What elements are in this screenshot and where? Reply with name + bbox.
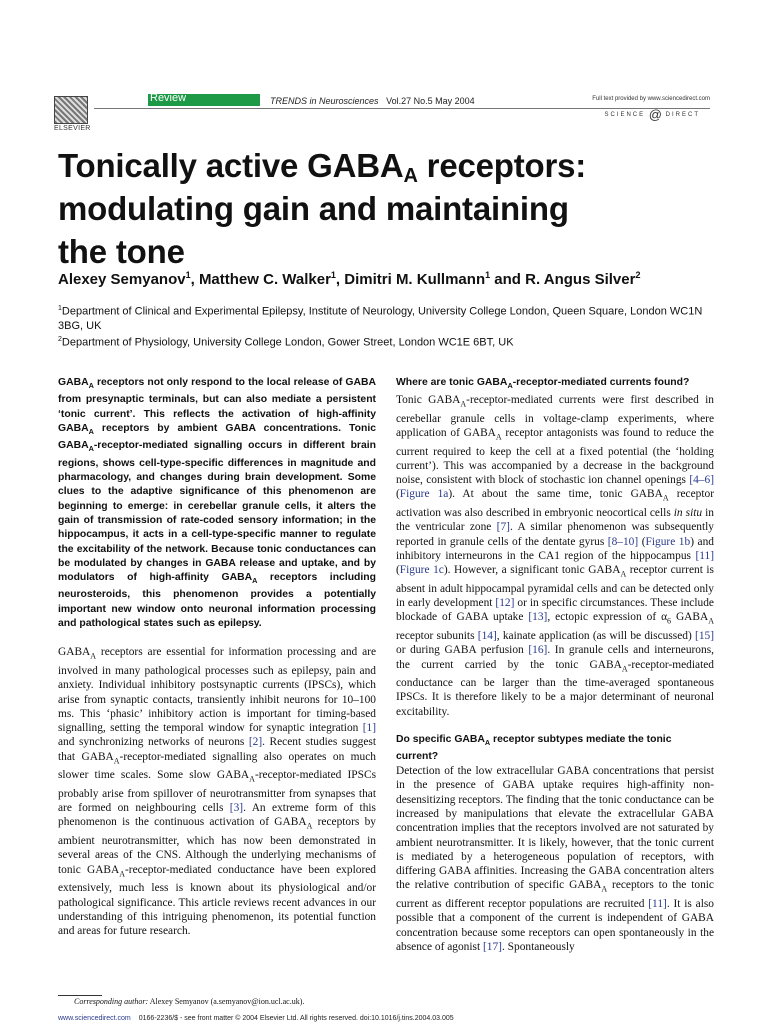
citation-link[interactable]: [11] [695, 549, 714, 562]
intro-paragraph: $GABA_A$ receptors are essential for information processing and are involved in many pathological processes such as epilepsy, pain and anxiety. Individual inhibitory postsynaptic currents (IPSCs), which arise from synaptic contacts, transiently inhibit neurons for 10–100 ms. This ‘phasic’ inhibitory action is important for timing-based signalling, setting the temporal window for synaptic integration [1] and synchronizing networks of neurons [2]. Recent studies suggest that $GABA_A-receptor$-mediated signalling also operates on much slower time scales. Some slow $GABA_A-receptor$-mediated IPSCs probably arise from spillover of neurotransmitter from synapses that are formed on neighbouring cells [3]. An extreme form of this phenomenon is the continuous activation of $GABA_A$ receptors by ambient neurotransmitter, which has now been demonstrated in several areas of the CNS. Although the underlying mechanisms of tonic $GABA_A-receptor$-mediated conductance have been explored extensively, much less is known about its physiological and/or pathological significance. This article reviews recent advances in our understanding of this intriguing phenomenon, its potential function and areas for future research. [58, 646, 376, 938]
article-title: Tonically active $GABA_A$ receptors: modulating gain and maintaining the tone [58, 147, 587, 270]
left-column [58, 376, 376, 938]
citation-link[interactable]: [4–6] [689, 474, 714, 487]
section-heading-tonic-currents: Where are tonic $GABA_A-receptor$-mediated currents found? [396, 377, 690, 391]
author-name: Alexey Semyanov [58, 271, 186, 288]
citation-link[interactable]: [7] [496, 521, 510, 534]
provided-by-note: Full text provided by www.sciencedirect.com [592, 96, 710, 102]
author-list: Alexey Semyanov$^1$, Matthew C. Walker$^1$, Dimitri M. Kullmann$^1$ and R. Angus Silver$^2$ [58, 270, 641, 288]
author-name: Dimitri M. Kullmann [344, 271, 486, 288]
figure-link[interactable]: Figure 1b [645, 535, 691, 548]
corresponding-author-note: Corresponding author: Alexey Semyanov (a.semyanov@ion.ucl.ac.uk). [74, 997, 305, 1006]
affiliations [58, 302, 718, 349]
section1-paragraph: Tonic $GABA_A-receptor$-mediated currents were first described in cerebellar granule cells in voltage-clamp experiments, where application of $GABA_A$ receptor antagonists was found to reduce the current required to keep the cell at a fixed potential (the ‘holding current’). This was accompanied by a decrease in the background noise, consistent with block of stochastic ion channel openings [4–6] (Figure 1a). At about the same time, tonic $GABA_A$ receptor activation was also described in embryonic neocortical cells in situ in the ventricular zone [7]. A similar phenomenon was subsequently reported in granule cells of the dentate gyrus [8–10] (Figure 1b) and inhibitory interneurons in the CA1 region of the hippocampus [11] (Figure 1c). However, a significant tonic $GABA_A$ receptor current is absent in adult hippocampal pyramidal cells and can be detected only in early development [12] or in specific circumstances. These include blockade of GABA uptake [13], ectopic expression of $\alpha_6$ $GABA_A$ receptor subunits [14], kainate application (as will be discussed) [15] or during GABA perfusion [16]. In granule cells and interneurons, the current carried by the tonic $GABA_A-receptor$-mediated conductance can be larger than the time-averaged spontaneous IPSCs. It is therefore likely to be a major determinant of neuronal excitability. [396, 394, 715, 718]
page-footer [58, 1015, 454, 1022]
right-column [396, 376, 714, 954]
sd-left-word: SCIENCE [604, 112, 646, 119]
section2-paragraph: Detection of the low extracellular GABA concentrations that persist in the presence of GABA uptake requires high-affinity non-desensitizing receptors. The finding that the tonic conductance can be increased by manipulations that elevate the extracellular GABA concentration implies that the receptors involved are not saturated by ambient neurotransmitter. It is likely, however, that the tonic current is mediated by a heterogeneous population of receptors, with differing GABA affinities. Increasing the GABA concentration alters the relative contribution of specific $GABA_A$ receptors to the tonic current as different receptor populations are recruited [11]. It is also possible that a component of the current is independent of GABA concentration because some receptors can open spontaneously in the absence of agonist [17]. Spontaneously [396, 765, 714, 953]
citation-link[interactable]: [13] [528, 611, 548, 624]
citation-link[interactable]: [11] [648, 898, 667, 911]
copyright-doi: 0166-2236/$ - see front matter © 2004 Elsevier Ltd. All rights reserved. doi:10.1016/j.tins.2004.03.005 [138, 1015, 454, 1022]
citation-link[interactable]: [16] [528, 644, 548, 657]
sciencedirect-logo [604, 107, 700, 122]
affiliation-item: $^1$Department of Clinical and Experimental Epilepsy, Institute of Neurology, University College London, Queen Square, London WC1N 3BG, UK [58, 305, 703, 332]
author-name: R. Angus Silver [525, 271, 636, 288]
citation-link[interactable]: [17] [482, 940, 502, 953]
citation-link[interactable]: [15] [695, 629, 715, 642]
sd-right-word: DIRECT [665, 112, 700, 119]
figure-link[interactable]: Figure 1c [399, 564, 444, 577]
journal-volume: Vol.27 No.5 May 2004 [386, 96, 475, 106]
citation-link[interactable]: [3] [229, 802, 244, 815]
section-heading-receptor-subtypes: Do specific $GABA_A$ receptor subtypes mediate the tonic current? [396, 734, 672, 763]
citation-link[interactable]: [1] [362, 722, 376, 735]
elsevier-logo [54, 96, 91, 134]
abstract: $GABA_A$ receptors not only respond to the local release of GABA from presynaptic terminals, but can also mediate a persistent ‘tonic current’. This reflects the activation of high-affinity $GABA_A$ receptors by ambient GABA concentrations. Tonic $GABA_A-receptor$-mediated signalling occurs in different brain regions, shows cell-type-specific differences in magnitude and pharmacology, and changes during brain development. Some clues to the adaptive significance of this phenomenon are beginning to emerge: in cerebellar granule cells, it alters the gain of transmission of rate-coded sensory information; in the hippocampus, it acts in a cell-type-specific manner to regulate the excitability of the network. Because tonic conductances can be modulated by changes in GABA release and uptake, and by modulators of high-affinity $GABA_A$ receptors including neurosteroids, this phenomenon provides a potentially important new window onto neuronal information processing and pathological states such as epilepsy. [58, 377, 376, 630]
footnote-divider [58, 995, 102, 996]
citation-link[interactable]: [14] [477, 629, 497, 642]
elsevier-tree-icon [54, 96, 88, 124]
journal-name: TRENDS in Neurosciences [270, 96, 379, 106]
sd-at-icon: @ [648, 107, 662, 122]
citation-link[interactable]: [12] [495, 597, 515, 610]
affiliation-item: $^2$Department of Physiology, University College London, Gower Street, London WC1E 6BT, UK [58, 335, 514, 349]
publisher-name: ELSEVIER [54, 125, 91, 132]
journal-citation [270, 96, 475, 106]
section-label: Review [150, 92, 187, 104]
sciencedirect-link[interactable]: www.sciencedirect.com [58, 1015, 131, 1022]
citation-link[interactable]: [8–10] [607, 535, 639, 548]
citation-link[interactable]: [2] [248, 736, 263, 749]
figure-link[interactable]: Figure 1a [399, 488, 449, 501]
author-name: Matthew C. Walker [198, 271, 331, 288]
